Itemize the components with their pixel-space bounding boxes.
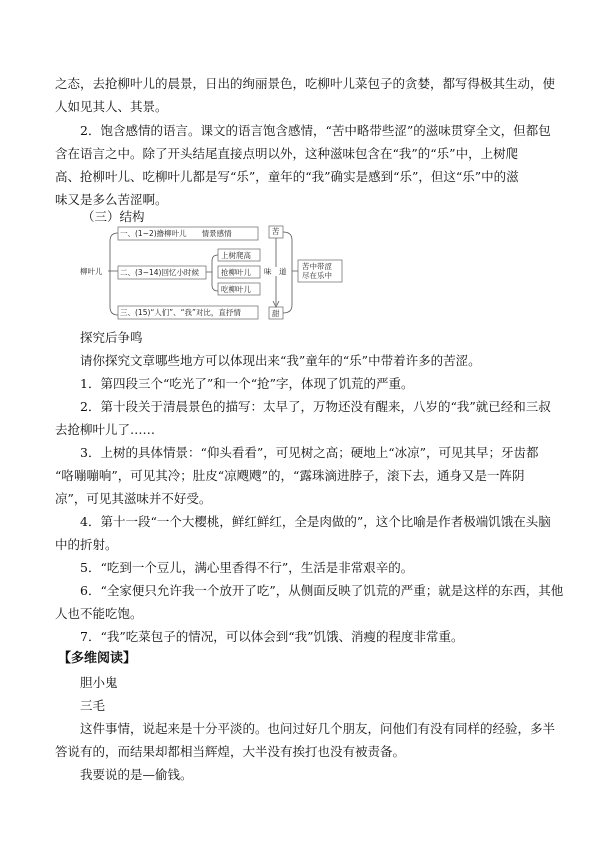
- answer-line: 3．上树的具体情景：“仰头看看”，可见树之高；硬地上“冰凉”，可见其早；牙齿都: [80, 445, 539, 460]
- diagram-root-label: 柳叶儿: [80, 267, 103, 276]
- paragraph-line: 味又是多么苦涩啊。: [55, 192, 168, 207]
- paragraph-line: 高、抢柳叶儿、吃柳叶儿都是写“乐”，童年的“我”确实是感到“乐”，但这“乐”中的滋: [55, 169, 519, 184]
- answer-line: 4．第十一段“一个大樱桃，鲜红鲜红，全是肉做的”，这个比喻是作者极端饥饿在头脑: [80, 514, 551, 529]
- reading-line: 答说有的，而结果却都相当辉煌，大半没有挨打也没有被责备。: [55, 744, 406, 759]
- answer-line: 中的折射。: [55, 537, 118, 552]
- diagram-top-node: 苦: [272, 227, 280, 236]
- structure-diagram: [78, 223, 348, 323]
- diagram-sub-item-2: 抢柳叶儿: [221, 268, 251, 277]
- paragraph-line: 人如见其人、其景。: [55, 99, 168, 114]
- diagram-sub-item-1: 上树爬高: [221, 251, 251, 260]
- diagram-branch-2: 二、(3~14)回忆小时候: [120, 268, 199, 277]
- paragraph-line: 含在语言之中。除了开头结尾直接点明以外，这种滋味包含在“我”的“乐”中，上树爬: [55, 146, 519, 161]
- answer-line: “咯嘣嘣响”，可见其冷；肚皮“凉飕飕”的，“露珠滴进脖子，滚下去，通身又是一阵阴: [55, 468, 525, 483]
- answer-line: 去抢柳叶儿了……: [55, 422, 156, 437]
- paragraph-line: 之态，去抢柳叶儿的晨景，日出的绚丽景色，吃柳叶儿菜包子的贪婪，都写得极其生动，使: [55, 76, 556, 91]
- answer-line: 7．“我”吃菜包子的情况，可以体会到“我”饥饿、消瘦的程度非常重。: [80, 629, 464, 644]
- diagram-bottom-node: 甜: [272, 309, 280, 318]
- section-heading-structure: （三）结构: [82, 209, 145, 224]
- section-title: 探究后争鸣: [80, 330, 143, 345]
- reading-line: 我要说的是—偷钱。: [80, 767, 193, 782]
- reading-author: 三毛: [80, 698, 106, 713]
- reading-title: 胆小鬼: [80, 675, 118, 690]
- diagram-result-line-2: 尽在乐中: [302, 271, 332, 280]
- answer-line: 5．“吃到一个豆儿，满心里香得不行”，生活是非常艰辛的。: [80, 560, 414, 575]
- diagram-sub-item-3: 吃柳叶儿: [221, 285, 251, 294]
- answer-line: 凉”，可见其滋味并不好受。: [55, 491, 212, 506]
- answer-line: 2．第十段关于清晨景色的描写：太早了，万物还没有醒来，八岁的“我”就已经和三叔: [80, 399, 551, 414]
- answer-line: 1．第四段三个“吃光了”和一个“抢”字，体现了饥荒的严重。: [80, 376, 414, 391]
- answer-line: 6．“全家便只允许我一个放开了吃”，从侧面反映了饥荒的严重；就是这样的东西，其他: [80, 583, 564, 598]
- reading-heading: 【多维阅读】: [58, 651, 137, 666]
- diagram-result-line-1: 苦中带涩: [302, 262, 332, 271]
- reading-line: 这件事情，说起来是十分平淡的。也问过好几个朋友，问他们有没有同样的经验，多半: [80, 721, 556, 736]
- diagram-branch-1: 一、(1~2)撸柳叶儿 情景感情: [120, 229, 232, 238]
- section-question: 请你探究文章哪些地方可以体现出来“我”童年的“乐”中带着许多的苦涩。: [80, 353, 481, 368]
- diagram-branch-3: 三、(15)“人们”、“我”对比，直抒情: [120, 308, 241, 317]
- paragraph-line: 2．饱含感情的语言。课文的语言饱含感情，“苦中略带些涩”的滋味贯穿全文，但都包: [80, 123, 551, 138]
- answer-line: 人也不能吃饱。: [55, 606, 143, 621]
- diagram-middle-label: 味 道: [264, 267, 287, 276]
